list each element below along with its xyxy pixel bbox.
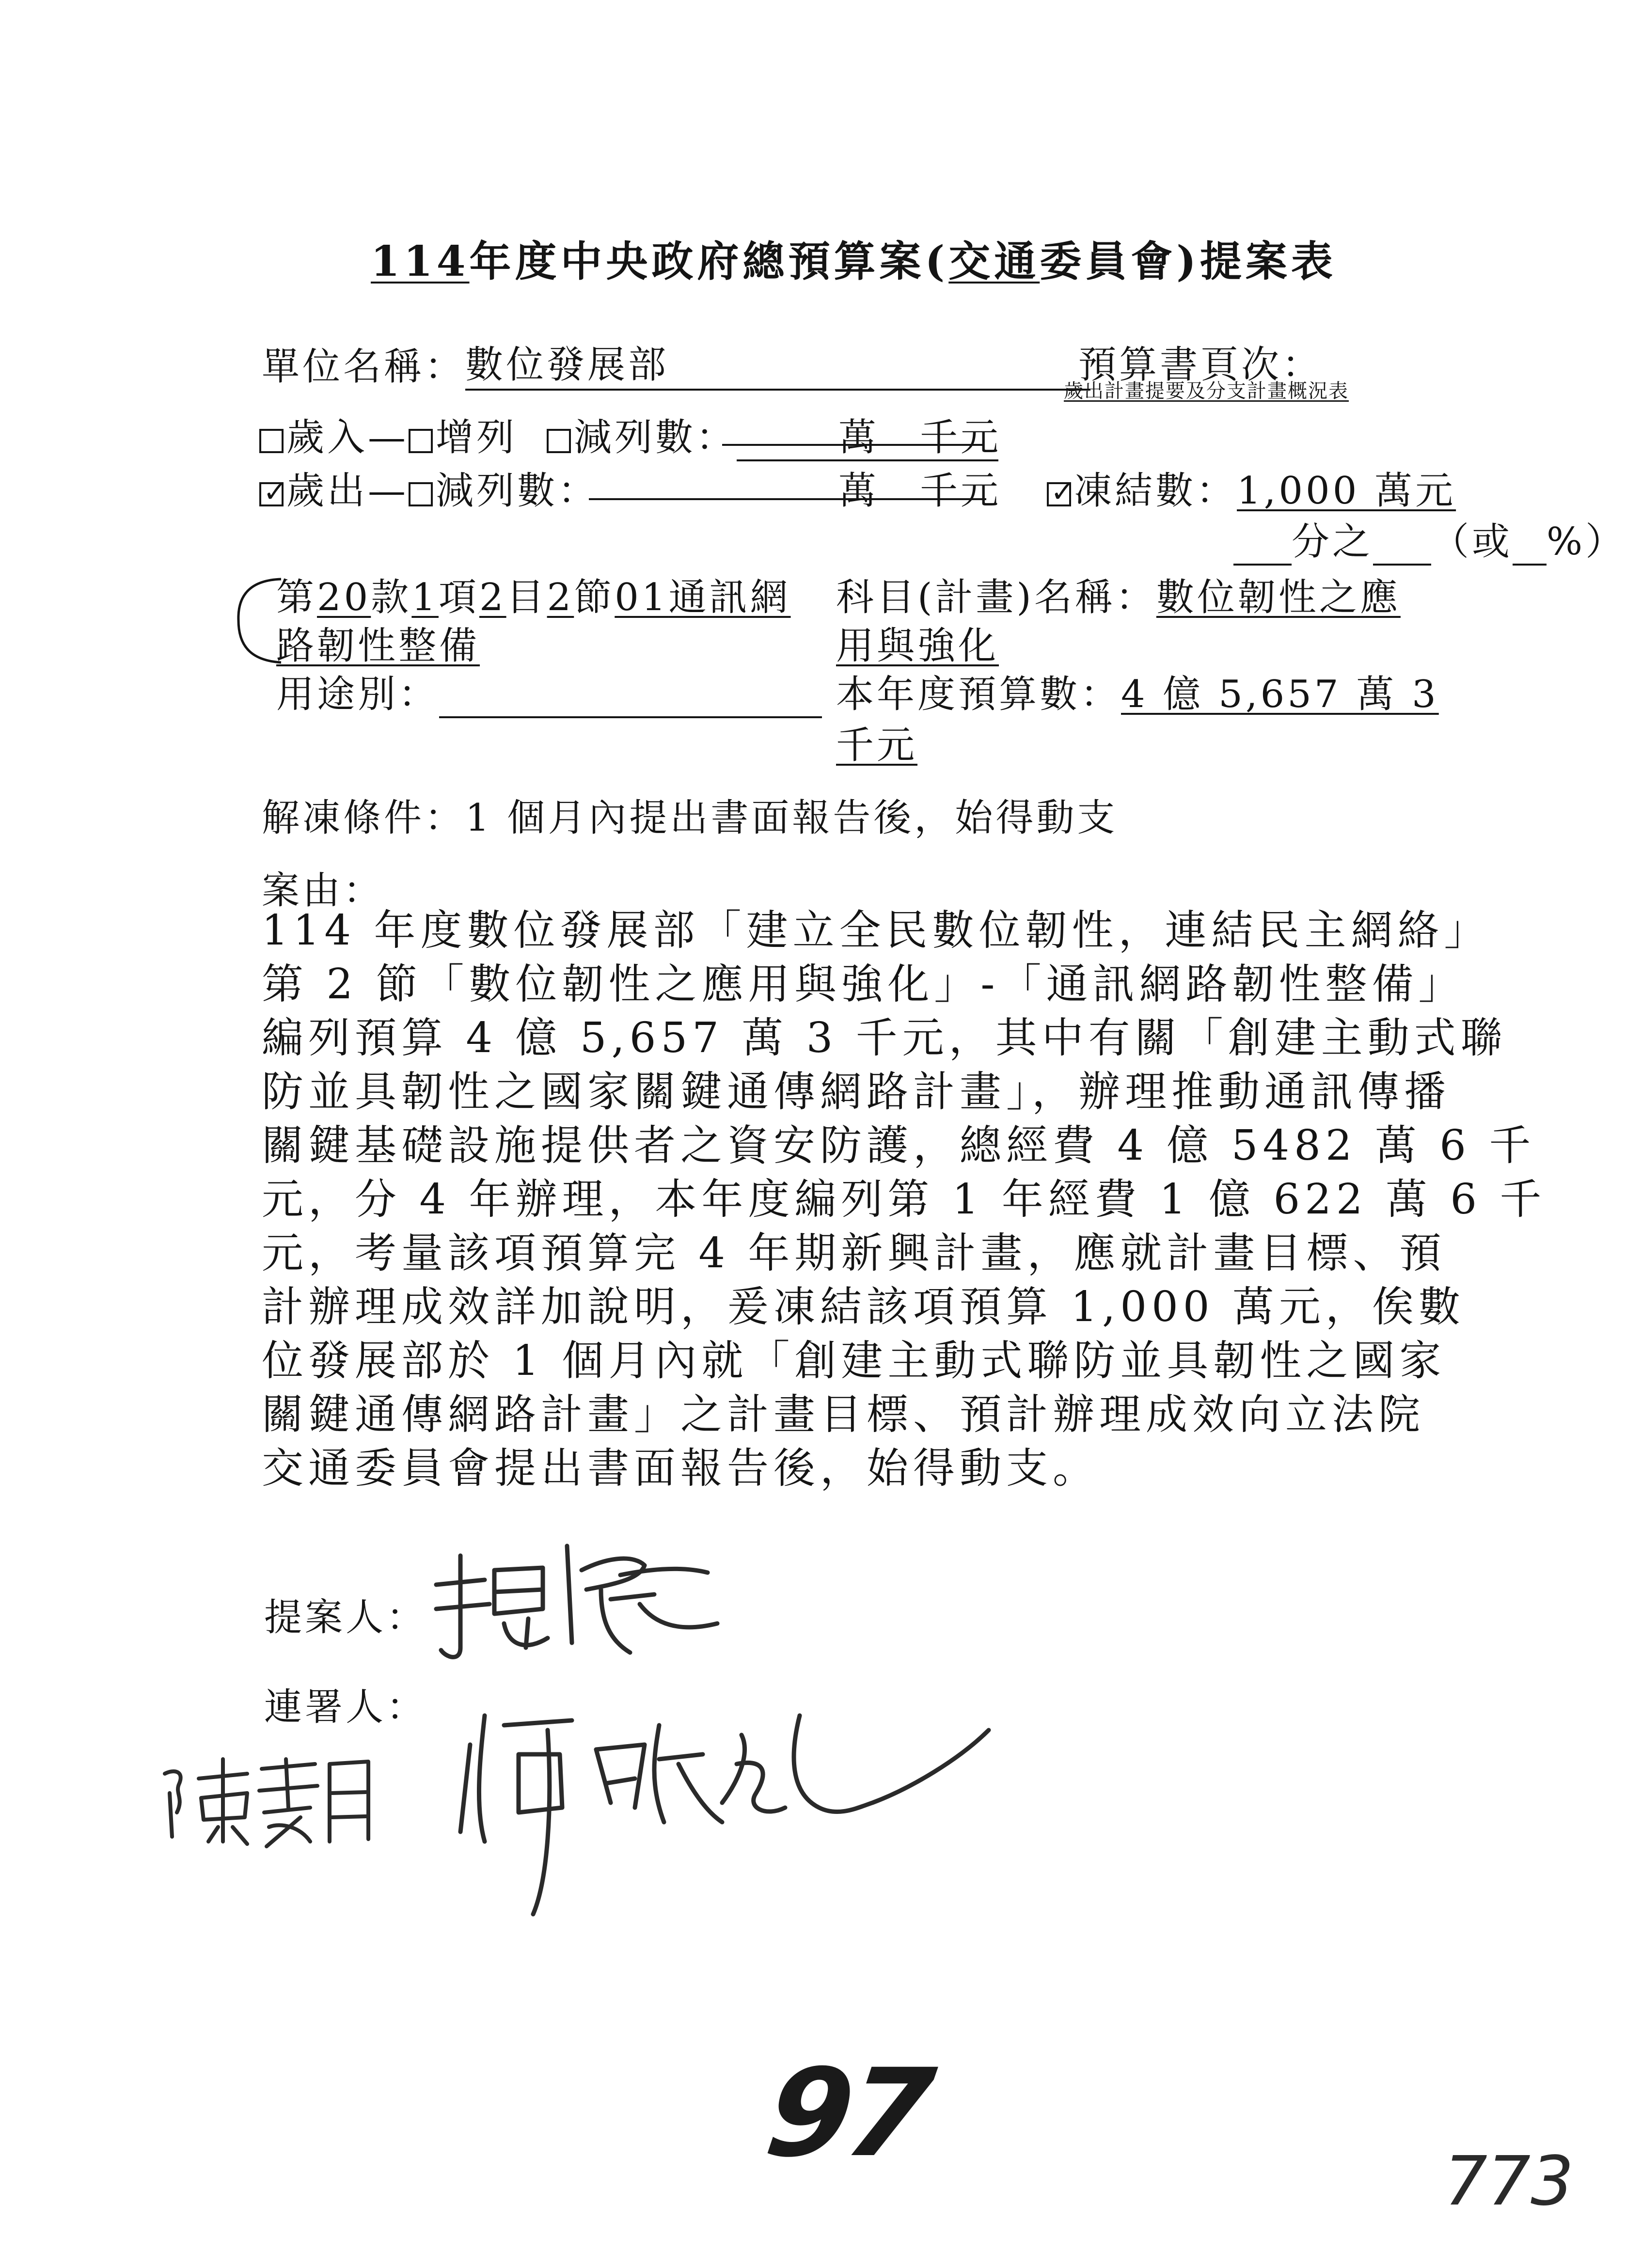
freeze-checkbox[interactable] — [1047, 482, 1071, 506]
fraction-numerator-field[interactable] — [1233, 532, 1292, 566]
budget-item-line2: 路韌性整備 — [276, 624, 480, 668]
reason-line: 元，考量該項預算完 4 年期新興計畫，應就計畫目標、預 — [262, 1229, 1446, 1277]
freeze-value: 1,000 萬元 — [1237, 469, 1456, 513]
expense-cut-checkbox[interactable] — [409, 482, 433, 506]
budget-line2: 千元 — [836, 724, 918, 767]
proposer-signature — [426, 1527, 727, 1672]
revenue-checkbox[interactable] — [259, 429, 284, 453]
cosigner-label: 連署人： — [264, 1685, 427, 1729]
unit-name-field: 數位發展部 — [465, 334, 1090, 391]
unit-name-row — [262, 334, 1090, 391]
cosigner-signature-1 — [155, 1745, 378, 1856]
reason-line: 第 2 節「數位韌性之應用與強化」-「通訊網路韌性整備」 — [262, 960, 1465, 1008]
usage-row: 用途別： — [276, 664, 822, 718]
cosigner-signature-2 — [451, 1686, 998, 1938]
freeze-row: ✓ 凍結數：1,000 萬元 — [1047, 460, 1456, 515]
stamp-number: 773 — [1444, 2142, 1574, 2221]
revenue-row: 歲入— 增列 減列數： — [259, 407, 998, 461]
title-committee: 交通 — [948, 237, 1040, 286]
expense-units-label: 萬 千元 — [838, 469, 1002, 513]
revenue-units-label: 萬 千元 — [838, 416, 1002, 459]
expense-row: ✓歲出— 減列數： — [259, 460, 599, 515]
page-ref-note: 歲出計畫提要及分支計畫概況表 — [1064, 380, 1349, 402]
percent-field[interactable] — [1513, 532, 1547, 566]
reason-line: 編列預算 4 億 5,657 萬 3 千元，其中有關「創建主動式聯 — [262, 1014, 1507, 1062]
revenue-cut-checkbox[interactable] — [547, 429, 571, 453]
unit-label: 單位名稱： — [262, 345, 466, 389]
reason-line: 114 年度數位發展部「建立全民數位韌性，連結民主網絡」 — [262, 906, 1491, 955]
reason-line: 關鍵基礎設施提供者之資安防護，總經費 4 億 5482 萬 6 千 — [262, 1121, 1536, 1170]
page-ref-label: 預算書頁次： — [1078, 343, 1323, 387]
reason-line: 元，分 4 年辦理，本年度編列第 1 年經費 1 億 622 萬 6 千 — [262, 1175, 1547, 1224]
fraction-row: 分之 （或 %） — [1233, 511, 1626, 566]
reason-line: 關鍵通傳網路計畫」之計畫目標、預計辦理成效向立法院 — [262, 1390, 1425, 1439]
reason-line: 防並具韌性之國家關鍵通傳網路計畫」，辦理推動通訊傳播 — [262, 1068, 1451, 1116]
budget-line1: 本年度預算數：4 億 5,657 萬 3 — [836, 673, 1439, 716]
expense-checkbox[interactable] — [259, 482, 284, 506]
subject-line2: 用與強化 — [836, 624, 999, 668]
reason-label: 案由： — [262, 869, 384, 913]
reason-body — [262, 904, 1546, 1496]
proposer-label: 提案人： — [264, 1596, 427, 1639]
unfreeze-condition: 解凍條件：1 個月內提出書面報告後，始得動支 — [262, 796, 1118, 840]
reason-line: 交通委員會提出書面報告後，始得動支。 — [262, 1444, 1099, 1493]
reason-line: 位發展部於 1 個月內就「創建主動式聯防並具韌性之國家 — [262, 1337, 1446, 1385]
subject-line1: 科目(計畫)名稱：數位韌性之應 — [836, 576, 1401, 619]
page-number: 97 — [758, 2043, 937, 2184]
fraction-denominator-field[interactable] — [1373, 532, 1431, 566]
reason-line: 計辦理成效詳加說明，爰凍結該項預算 1,000 萬元，俟數 — [262, 1283, 1465, 1331]
budget-item-line1: 第20款1項2目2節01通訊網 — [276, 576, 791, 619]
title-year: 114 — [371, 237, 470, 286]
usage-field[interactable] — [439, 682, 822, 718]
page-title: 114年度中央政府總預算案(交通委員會)提案表 — [371, 237, 1337, 286]
revenue-add-checkbox[interactable] — [409, 429, 433, 453]
revenue-units-underline — [722, 444, 984, 446]
